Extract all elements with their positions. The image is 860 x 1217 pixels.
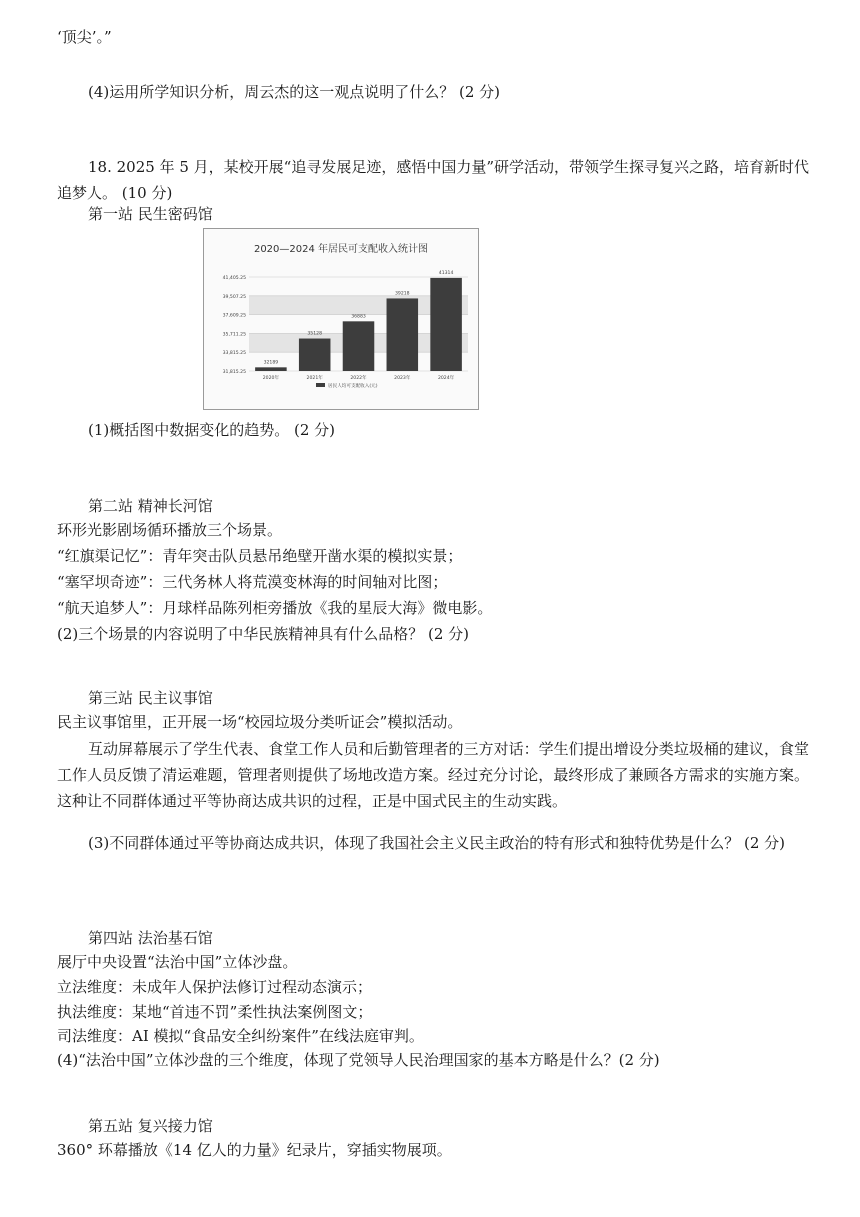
station-2-line: “航天追梦人”：月球样品陈列柜旁播放《我的星辰大海》微电影。 bbox=[57, 599, 493, 617]
station-5-line: 360° 环幕播放《14 亿人的力量》纪录片，穿插实物展项。 bbox=[57, 1141, 452, 1159]
station-5-title: 第五站 复兴接力馆 bbox=[88, 1117, 213, 1135]
legend-label: 居民人均可支配收入(元) bbox=[328, 384, 378, 389]
station-1-question: (1)概括图中数据变化的趋势。 (2 分) bbox=[88, 421, 336, 439]
chart-bar bbox=[255, 367, 287, 371]
station-2-line: “塞罕坝奇迹”：三代务林人将荒漠变林海的时间轴对比图； bbox=[57, 573, 448, 591]
continued-quote: ‘顶尖’。” bbox=[57, 28, 112, 46]
x-tick-label: 2023年 bbox=[394, 376, 411, 381]
bar-data-label: 32189 bbox=[263, 360, 279, 366]
y-tick-label: 37,609.25 bbox=[222, 313, 246, 319]
y-tick-label: 39,507.25 bbox=[222, 294, 246, 300]
bar-data-label: 39218 bbox=[394, 291, 410, 297]
station-4-line: 执法维度：某地“首违不罚”柔性执法案例图文； bbox=[57, 1003, 373, 1021]
bar-data-label: 36883 bbox=[351, 314, 366, 320]
income-bar-chart bbox=[203, 228, 479, 410]
x-tick-label: 2024年 bbox=[437, 376, 455, 381]
station-3-line: 民主议事馆里，正开展一场“校园垃圾分类听证会”模拟活动。 bbox=[57, 713, 463, 731]
station-4-question: (4)“法治中国”立体沙盘的三个维度，体现了党领导人民治理国家的基本方略是什么？(2 分) bbox=[57, 1051, 660, 1069]
prev-question-4: (4)运用所学知识分析，周云杰的这一观点说明了什么？ (2 分) bbox=[88, 83, 501, 101]
station-3-title: 第三站 民主议事馆 bbox=[88, 689, 213, 707]
station-4-line: 立法维度：未成年人保护法修订过程动态演示； bbox=[57, 978, 373, 996]
bar-data-label: 41314 bbox=[438, 270, 454, 276]
station-3-paragraph: 互动屏幕展示了学生代表、食堂工作人员和后勤管理者的三方对话：学生们提出增设分类垃圾桶的建议，食堂工作人员反馈了清运难题，管理者则提供了场地改造方案。经过充分讨论，最终形成了兼顾各方需求的实施方案。这种让不同群体通过平等协商达成共识的过程，正是中国式民主的生动实践。 bbox=[57, 740, 809, 810]
station-2-question: (2)三个场景的内容说明了中华民族精神具有什么品格？ (2 分) bbox=[57, 625, 470, 643]
x-tick-label: 2020年 bbox=[262, 376, 280, 381]
x-tick-label: 2022年 bbox=[350, 376, 367, 381]
station-4-line: 司法维度：AI 模拟“食品安全纠纷案件”在线法庭审判。 bbox=[57, 1027, 424, 1045]
y-tick-label: 35,711.25 bbox=[222, 332, 246, 338]
station-1-title: 第一站 民生密码馆 bbox=[88, 205, 213, 223]
chart-bar bbox=[387, 298, 419, 371]
station-2-line: “红旗渠记忆”：青年突击队员悬吊绝壁开凿水渠的模拟实景； bbox=[57, 547, 463, 565]
y-tick-label: 41,405.25 bbox=[222, 276, 246, 281]
station-3-question: (3)不同群体通过平等协商达成共识，体现了我国社会主义民主政治的特有形式和独特优势是什么？ (2 分) bbox=[88, 834, 786, 852]
chart-bar bbox=[430, 278, 462, 371]
station-2-line: 环形光影剧场循环播放三个场景。 bbox=[57, 521, 283, 539]
question-18-intro: 18. 2025 年 5 月，某校开展“追寻发展足迹，感悟中国力量”研学活动，带领学生探寻复兴之路，培育新时代追梦人。 (10 分) bbox=[57, 158, 809, 202]
station-2-title: 第二站 精神长河馆 bbox=[88, 497, 213, 515]
bar-data-label: 35128 bbox=[307, 331, 323, 337]
station-4-title: 第四站 法治基石馆 bbox=[88, 929, 213, 947]
station-4-line: 展厅中央设置“法治中国”立体沙盘。 bbox=[57, 953, 298, 971]
chart-bar bbox=[299, 339, 331, 371]
chart-bar bbox=[343, 321, 375, 371]
y-tick-label: 33,815.25 bbox=[222, 351, 246, 357]
chart-canvas bbox=[204, 229, 478, 409]
legend-swatch bbox=[316, 383, 325, 387]
y-tick-label: 31,815.25 bbox=[222, 370, 246, 375]
x-tick-label: 2021年 bbox=[306, 376, 323, 381]
chart-title: 2020—2024 年居民可支配收入统计图 bbox=[253, 244, 429, 255]
